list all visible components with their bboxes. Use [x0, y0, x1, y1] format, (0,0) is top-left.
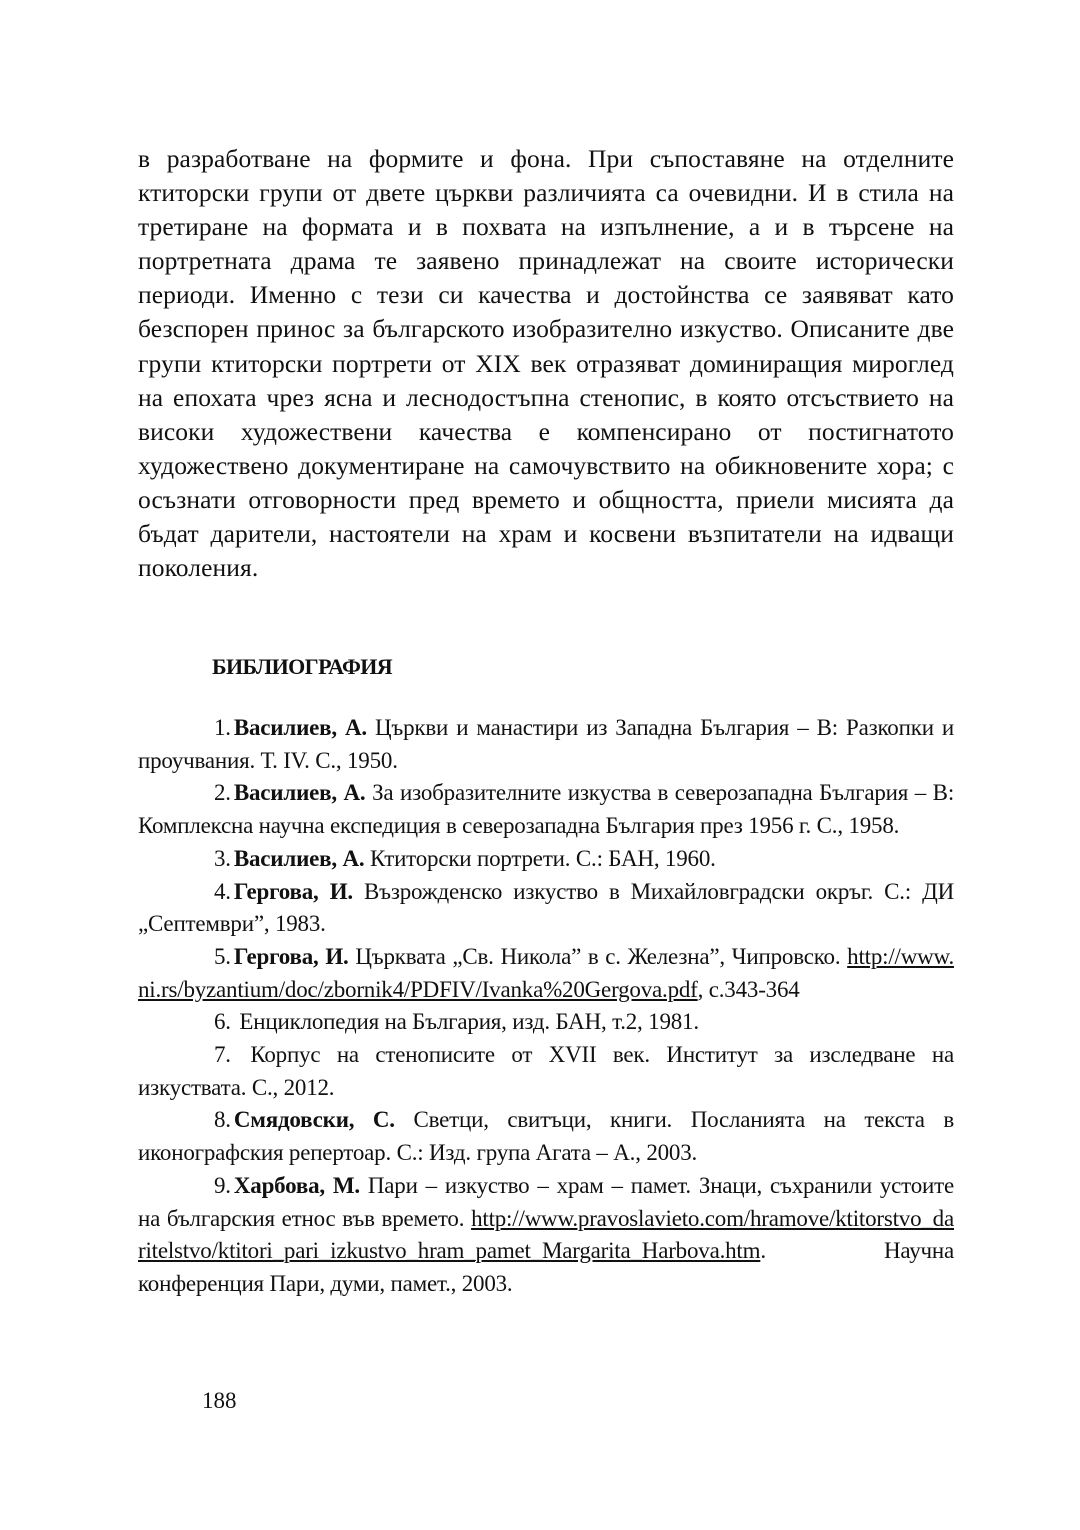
- entry-text: За изобразителните изкуства в северозападна България – В: Комплексна научна експедиция в северозападна България през 1956 г. С., 1958.: [138, 780, 955, 839]
- entry-number: 6.: [214, 1009, 231, 1035]
- bibliography-entry-9: [138, 1170, 954, 1301]
- entry-text: Светци, свитъци, книги. Посланията на текста в иконографския репертоар. С.: Изд. група Агата – А., 2003.: [138, 1107, 954, 1166]
- entry-author: Василиев, А.: [233, 715, 367, 740]
- entry-author: Василиев, А.: [233, 845, 365, 871]
- bibliography-entry-2: [138, 777, 954, 842]
- entry-number: 3.: [214, 845, 231, 871]
- entry-number: 1.: [214, 715, 231, 740]
- entry-text: Ктиторски портрети. С.: БАН, 1960.: [364, 845, 716, 871]
- entry-author: Гергова, И.: [233, 878, 353, 904]
- entry-text: Възрожденско изкуство в Михайловградски окръг. С.: ДИ „Септември”, 1983.: [138, 878, 954, 937]
- entry-number: 9.: [214, 1172, 231, 1198]
- entry-text: Корпус на стенописите от XVII век. Институт за изследване на изкуствата. С., 2012.: [138, 1042, 954, 1100]
- bibliography-heading: БИБЛИОГРАФИЯ: [212, 654, 393, 679]
- entry-number: 2.: [214, 780, 231, 806]
- body-paragraph: в разработване на формите и фона. При съпоставяне на отделните ктиторски групи от двете църкви различията са очевидни. И в стила на третиране на формата и в похвата на изпълнение, а и в търсене на портретната драма те заявено принадлежат на своите исторически периоди. Именно с тези си качества и достойнства се заявяват като безспорен принос за българското изобразително изкуство. Описаните две групи ктиторски портрети от XIX век отразяват доминиращия мироглед на епохата чрез ясна и леснодостъпна стенопис, в която отсъствието на високи художествени качества е компенсирано от постигнатото художествено документиране на самочувствито на обикновените хора; с осъзнати отговорности пред времето и общността, приели мисията да бъдат дарители, настоятели на храм и косвени възпитатели на идващи поколения.: [138, 144, 954, 583]
- entry-text-after: , с.343-364: [697, 976, 800, 1002]
- bibliography-entry-5: [138, 941, 954, 1006]
- bibliography-entry-4: [138, 876, 954, 941]
- entry-number: 7.: [214, 1042, 231, 1068]
- entry-author: Василиев, А.: [233, 780, 366, 806]
- entry-author: Смядовски, С.: [233, 1107, 395, 1133]
- bibliography-entry-7: [138, 1039, 954, 1104]
- entry-number: 5.: [214, 943, 231, 969]
- bibliography-entry-8: [138, 1104, 954, 1169]
- page-number: 188: [202, 1388, 237, 1413]
- entry-author: Гергова, И.: [233, 943, 349, 969]
- entry-text: Църкви и манастири из Западна България – В: Разкопки и проучвания. Т. IV. С., 1950.: [138, 715, 954, 773]
- bibliography-entry-3: [138, 843, 954, 876]
- entry-text: Енциклопедия на България, изд. БАН, т.2, 1981.: [239, 1009, 699, 1035]
- bibliography-entry-1: [138, 712, 954, 777]
- entry-text-after: . Научна конференция Пари, думи, памет., 2003.: [138, 1238, 954, 1296]
- entry-link[interactable]: http://www.ni.rs/byzantium/doc/zbornik4/PDFIV/Ivanka%20Gergova.pdf: [138, 943, 954, 1002]
- entry-author: Харбова, М.: [233, 1172, 360, 1198]
- entry-link[interactable]: http://www.pravoslavieto.com/hramove/ktitorstvo_daritelstvo/ktitori_pari_izkustvo_hram_pamet_Margarita_Harbova.htm: [138, 1205, 954, 1264]
- bibliography-entry-6: [138, 1006, 954, 1039]
- entry-number: 4.: [214, 878, 231, 904]
- entry-text: Пари – изкуство – храм – памет. Знаци, съхранили устоите на българския етнос във времето.: [138, 1172, 954, 1231]
- bibliography-list: [138, 712, 954, 1301]
- entry-text: Църквата „Св. Никола” в с. Железна”, Чипровско.: [348, 943, 848, 969]
- entry-number: 8.: [214, 1107, 231, 1133]
